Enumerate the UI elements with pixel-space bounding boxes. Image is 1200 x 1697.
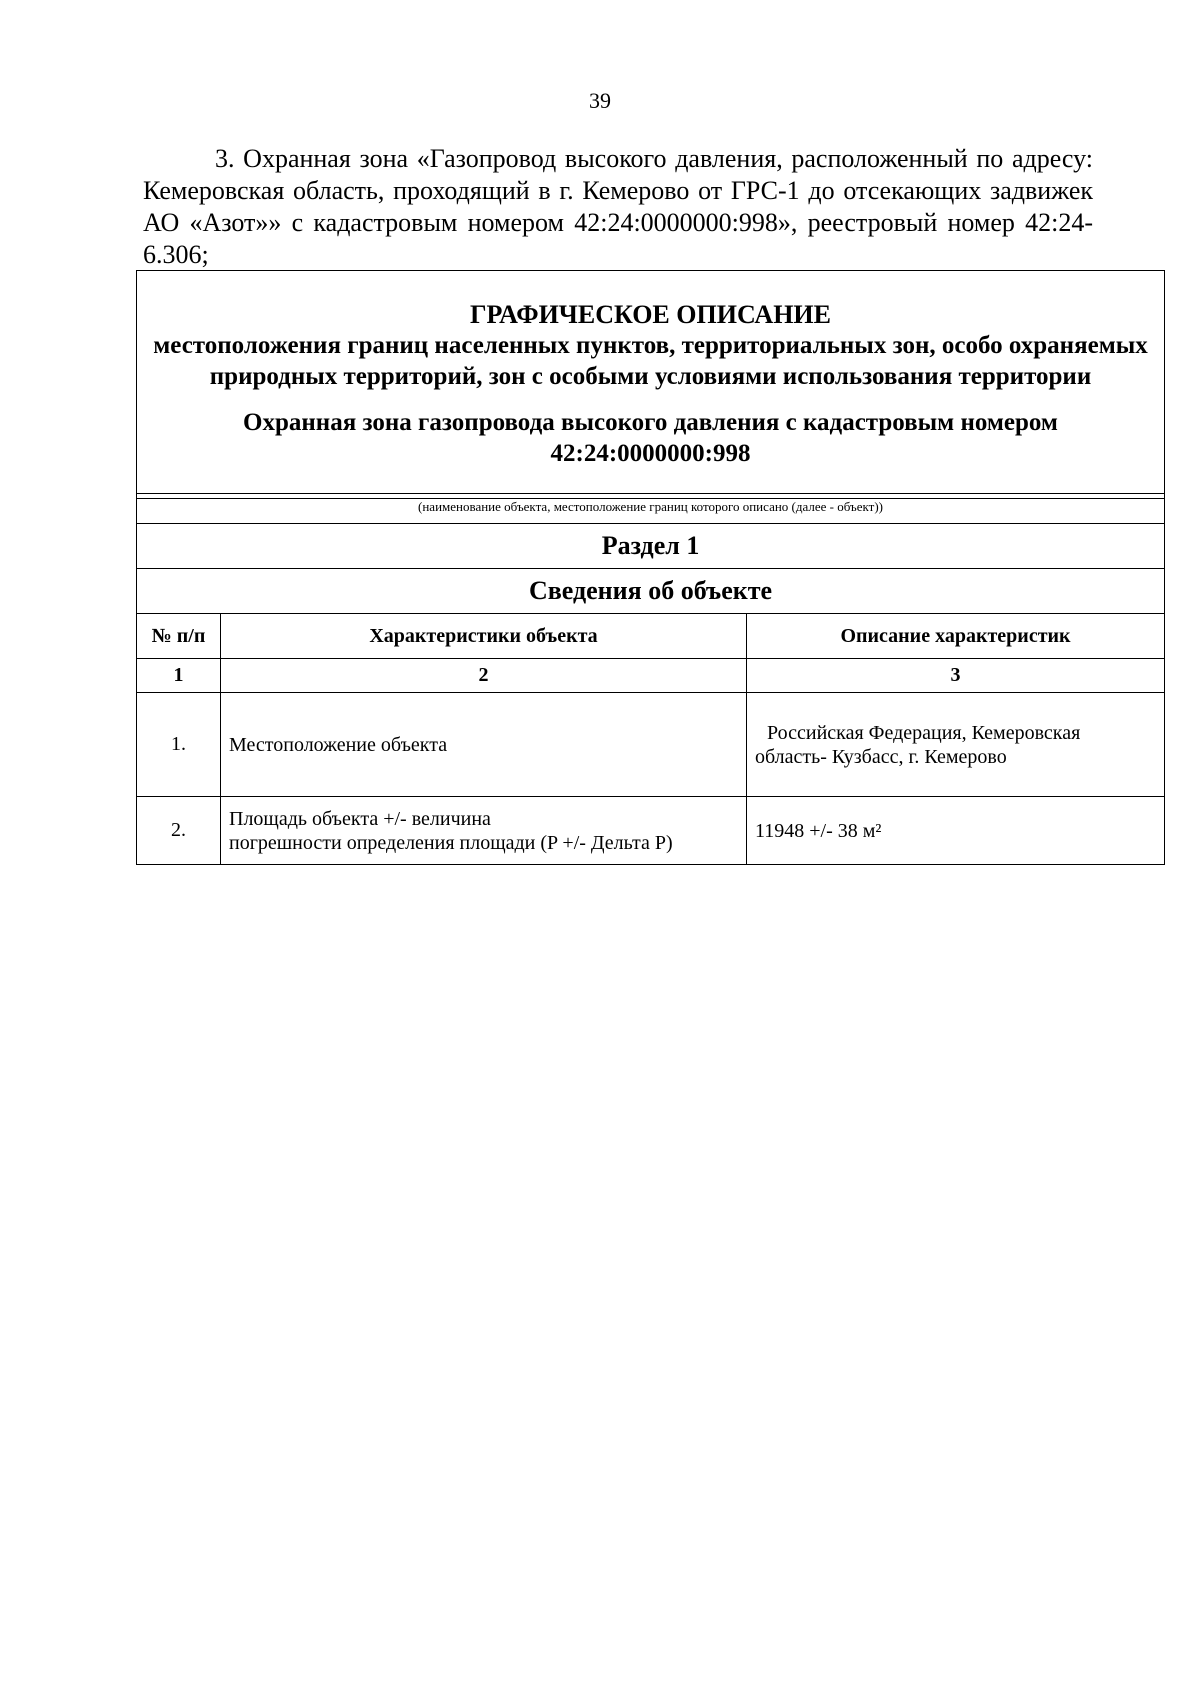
- row-characteristic-line1: Площадь объекта +/- величина: [229, 807, 491, 830]
- section-title: Раздел 1: [137, 524, 1165, 569]
- column-number-3: 3: [747, 659, 1165, 693]
- row-description: 11948 +/- 38 м²: [747, 797, 1165, 865]
- page-number: 39: [589, 88, 611, 113]
- table-row: [137, 797, 1165, 865]
- column-number-1: 1: [137, 659, 221, 693]
- document-header: [137, 271, 1165, 494]
- column-number-row: [137, 659, 1165, 693]
- object-caption: (наименование объекта, местоположение границ которого описано (далее - объект)): [137, 499, 1165, 524]
- row-characteristic: Местоположение объекта: [221, 693, 747, 797]
- column-header-description: Описание характеристик: [747, 614, 1165, 659]
- section-subtitle: Сведения об объекте: [137, 569, 1165, 614]
- object-name-line2: 42:24:0000000:998: [550, 439, 751, 467]
- table-row: [137, 693, 1165, 797]
- column-header-number: № п/п: [137, 614, 221, 659]
- column-number-2: 2: [221, 659, 747, 693]
- row-description-line2: область- Кузбасс, г. Кемерово: [755, 745, 1007, 768]
- graphic-description-table: [136, 270, 1165, 865]
- row-description: [747, 693, 1165, 797]
- column-header-row: [137, 614, 1165, 659]
- header-subtitle: местоположения границ населенных пунктов, территориальных зон, особо охраняемых природных территорий, зон с особыми условиями использования территории: [153, 331, 1148, 390]
- object-name: [147, 407, 1154, 469]
- row-description-line1: Российская Федерация, Кемеровская: [767, 721, 1081, 744]
- column-header-characteristic: Характеристики объекта: [221, 614, 747, 659]
- object-name-line1: Охранная зона газопровода высокого давления с кадастровым номером: [243, 408, 1058, 436]
- row-number: 1.: [137, 693, 221, 797]
- intro-paragraph: 3. Охранная зона «Газопровод высокого давления, расположенный по адресу: Кемеровская область, проходящий в г. Кемерово от ГРС-1 до отсекающих задвижек АО «Азот»» с кадастровым номером 42:24:0000000:998», реестровый номер 42:24-6.306;: [143, 144, 1093, 269]
- row-number: 2.: [137, 797, 221, 865]
- row-characteristic-line2: погрешности определения площади (P +/- Дельта P): [229, 831, 673, 854]
- row-characteristic: [221, 797, 747, 865]
- header-title: ГРАФИЧЕСКОЕ ОПИСАНИЕ: [470, 299, 831, 329]
